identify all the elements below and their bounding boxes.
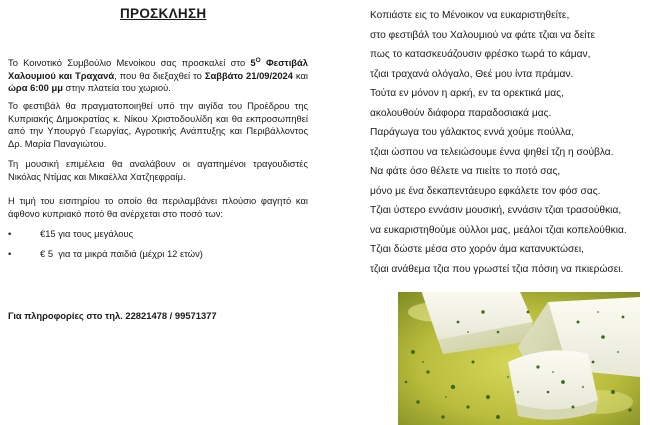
poem-line: στο φεστιβάλ του Χαλουμιού να φάτε τζιαι να δείτε: [370, 29, 596, 41]
event-date: Σαββάτο 21/09/2024: [204, 69, 293, 81]
festival-number: 5: [250, 57, 256, 69]
festival-ordinal: Ο: [255, 57, 261, 64]
page-title: ΠΡΟΣΚΛΗΣΗ: [120, 6, 207, 21]
music-paragraph: Τη μουσική επιμέλεια θα αναλάβουν οι αγαπημένοι τραγουδιστές Νικόλας Ντίμας και Μικαέλλα Χατζηεφραίμ.: [8, 158, 308, 182]
poem-line: Να φάτε όσο θέλετε να πιείτε το ποτό σας,: [370, 166, 561, 177]
poem-line: τζιαι τραχανά ολόγαλο, Θεέ μου ίντα πράμαν.: [370, 68, 574, 80]
poem-line: Τζιαι δώστε μέσα στο χορόν άμα κατανυκτώσει,: [370, 244, 584, 255]
halloumi-in-oil-photo-icon: [398, 292, 640, 425]
intro-paragraph: [8, 55, 308, 95]
ticket-price-adults: €15 για τους μεγάλους: [40, 228, 134, 239]
intro-text-3: και: [292, 69, 308, 81]
poem-line: μόνο με ένα δεκαπεντάευρο εφκάλετε τον φόσ σας.: [370, 185, 601, 197]
poem-line: πως το κατασκευάζουσιν φρέσκο τωρά το κάμαν,: [370, 49, 591, 60]
intro-text-4: στην πλατεία του χωριού.: [62, 82, 171, 94]
poem-line: ακολουθούν διάφορα παραδοσιακά μας.: [370, 107, 552, 119]
patronage-paragraph: Το φεστιβάλ θα πραγματοποιηθεί υπό την αιγίδα του Προέδρου της Κυπριακής Δημοκρατίας κ. Νίκου Χριστοδουλίδη και θα εκπροσωπηθεί από την Υπουργό Γεωργίας, Αγροτικής Ανάπτυξης και Περιβάλλοντος Δρ. Μαρία Παναγιώτου.: [8, 100, 308, 149]
poem-line: Τζιαι ύστερο εννάσιν μουσική, εννάσιν τζιαι τρασούθκια,: [370, 205, 622, 216]
ticket-price-children: € 5 για τα μικρά παιδιά (μέχρι 12 ετών): [40, 248, 203, 259]
poem-line: Τούτα εν μόνον η αρκή, εν τα ορεκτικά μας,: [370, 88, 564, 99]
poem-line: Παράγωγα του γάλακτος εννά χούμε πούλλα,: [370, 127, 574, 138]
poem-line: τζιαι ώσπου να τελειώσουμε έννα ψηθεί τζη η σούβλα.: [370, 146, 614, 158]
event-time: ώρα 6:00 μμ: [8, 82, 63, 94]
intro-text-1: Το Κοινοτικό Συμβούλιο Μενοίκου σας προσκαλεί στο: [8, 57, 251, 69]
festival-name: Φεστιβάλ Χαλουμιού και Τραχανά: [8, 57, 308, 81]
poem-line: Κοπιάστε εις το Μένοικον να ευκαριστηθείτε,: [370, 10, 570, 21]
ticket-paragraph: Η τιμή του εισιτηρίου το οποίο θα περιλαμβάνει πλούσιο φαγητό και άφθονο κυπριακό ποτό θα ανέρχεται στο ποσό των:: [8, 195, 308, 219]
poem-line: να ευκαριστηθούμε ούλλοι μας, μεάλοι τζιαι κοπελούθκια.: [370, 224, 627, 236]
intro-text-2: , που θα διεξαχθεί το: [114, 69, 205, 81]
poem-line: τζιαι ανάθεμα τζια που γρωστεί τζια πόσιη να πκιερώσει.: [370, 263, 624, 275]
bullet-icon: •: [8, 248, 12, 259]
contact-info: Για πληροφορίες στο τηλ. 22821478 / 99571377: [8, 310, 217, 321]
bullet-icon: •: [8, 228, 12, 239]
